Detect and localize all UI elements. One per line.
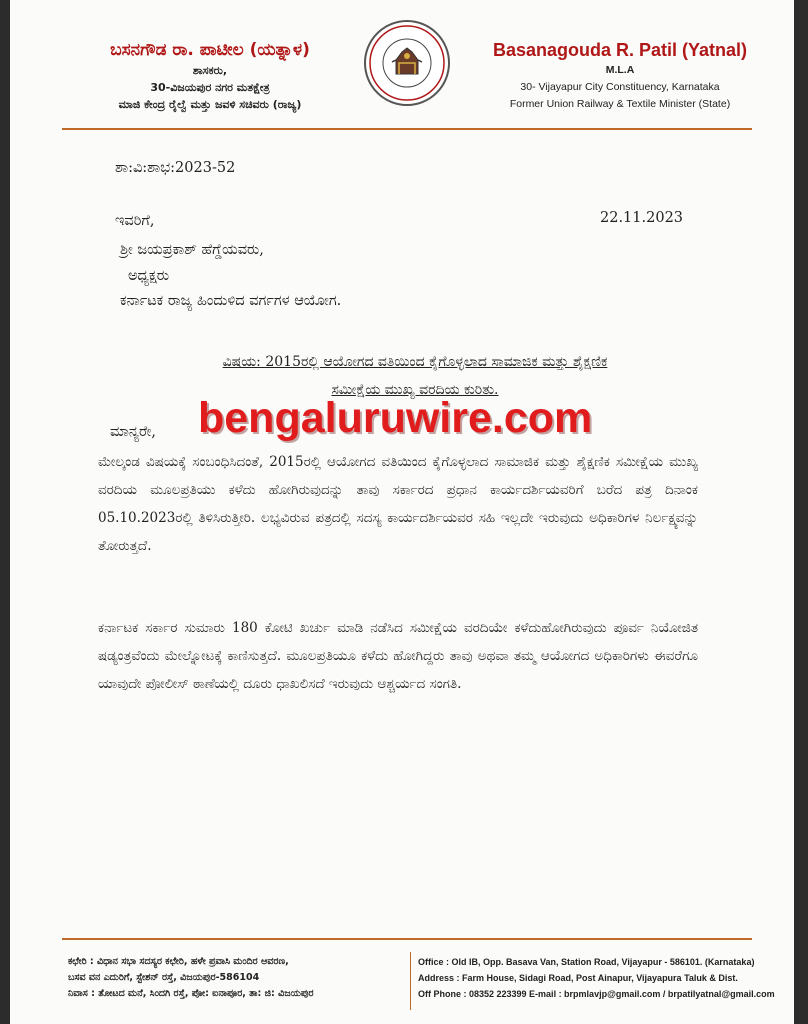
letterhead-former-post-kannada: ಮಾಜಿ ಕೇಂದ್ರ ರೈಲ್ವೆ ಮತ್ತು ಜವಳಿ ಸಚಿವರು (ರಾಜ್ಯ) (118, 98, 302, 111)
footer-residence-kannada: ನಿವಾಸ : ತೋಟದ ಮನೆ, ಸಿಂದಗಿ ರಸ್ತೆ, ಪೋ: ಐನಾಪೂರ, ತಾ: ಜಿ: ವಿಜಯಪುರ (68, 988, 314, 999)
body-paragraph-1: ಮೇಲ್ಕಂಡ ವಿಷಯಕ್ಕೆ ಸಂಬಂಧಿಸಿದಂತೆ, 2015ರಲ್ಲಿ ಆಯೋಗದ ವತಿಯಿಂದ ಕೈಗೊಳ್ಳಲಾದ ಸಾಮಾಜಿಕ ಮತ್ತು ಶೈಕ್ಷಣಿಕ ಸಮೀಕ್ಷೆಯ ಮುಖ್ಯ ವರದಿಯ ಮೂಲಪ್ರತಿಯು ಕಳೆದು ಹೋಗಿರುವುದನ್ನು ತಾವು ಸರ್ಕಾರದ ಪ್ರಧಾನ ಕಾರ್ಯದರ್ಶಿಯವರಿಗೆ ಬರೆದ ಪತ್ರ ದಿನಾಂಕ 05.10.2023ರಲ್ಲಿ ತಿಳಿಸಿರುತ್ತೀರಿ. ಲಭ್ಯವಿರುವ ಪತ್ರದಲ್ಲಿ ಸದಸ್ಯ ಕಾರ್ಯದರ್ಶಿಯವರ ಸಹಿ ಇಲ್ಲದೇ ಇರುವುದು ಅಧಿಕಾರಿಗಳ ನಿರ್ಲಕ್ಷ್ಯವನ್ನು ತೋರುತ್ತದೆ. (98, 454, 698, 554)
letterhead-constituency-kannada: 30-ವಿಜಯಪುರ ನಗರ ಮತಕ್ಷೇತ್ರ (150, 81, 270, 94)
letterhead-former-post-english: Former Union Railway & Textile Minister (State) (509, 98, 731, 110)
letter-page (10, 0, 794, 1024)
right-frame-border (794, 0, 808, 1024)
header-divider (62, 128, 752, 130)
recipient-name: ಶ್ರೀ ಜಯಪ್ರಕಾಶ್ ಹೆಗ್ಡೆಯವರು, (120, 242, 264, 258)
recipient-to: ಇವರಿಗೆ, (115, 213, 155, 229)
footer-divider (62, 938, 752, 940)
footer-english (418, 954, 778, 1002)
footer-office-kannada: ಕಛೇರಿ : ವಿಧಾನ ಸಭಾ ಸದಸ್ಯರ ಕಛೇರಿ, ಹಳೇ ಪ್ರವಾಸಿ ಮಂದಿರ ಆವರಣ, (68, 956, 289, 967)
body-paragraph-2: ಕರ್ನಾಟಕ ಸರ್ಕಾರ ಸುಮಾರು 180 ಕೋಟಿ ಖರ್ಚು ಮಾಡಿ ನಡೆಸಿದ ಸಮೀಕ್ಷೆಯ ವರದಿಯೇ ಕಳೆದುಹೋಗಿರುವುದು ಪೂರ್ವ ನಿಯೋಜಿತ ಷಡ್ಯಂತ್ರವೆಂದು ಮೇಲ್ನೋಟಕ್ಕೆ ಕಾಣಿಸುತ್ತದೆ. ಮೂಲಪ್ರತಿಯೂ ಕಳೆದು ಹೋಗಿದ್ದರು ತಾವು ಅಥವಾ ತಮ್ಮ ಆಯೋಗದ ಅಧಿಕಾರಿಗಳು ಈವರೆಗೂ ಯಾವುದೇ ಪೋಲೀಸ್ ಠಾಣೆಯಲ್ಲಿ ದೂರು ಧಾಖಲಿಸದೆ ಇರುವುದು ಆಶ್ಚರ್ಯದ ಸಂಗತಿ. (98, 620, 698, 692)
footer-office-address-kannada: ಬಸವ ವನ ಎದುರಿಗೆ, ಸ್ಟೇಶನ್ ರಸ್ತೆ, ವಿಜಯಪುರ-586104 (68, 972, 260, 983)
letter-date: 22.11.2023 (600, 210, 684, 226)
letterhead-designation-kannada: ಶಾಸಕರು, (192, 64, 228, 77)
watermark-text: bengaluruwire.com (198, 394, 593, 442)
subject-line-1: ವಿಷಯ: 2015ರಲ್ಲಿ ಆಯೋಗದ ವತಿಯಿಂದ ಕೈಗೊಳ್ಳಲಾದ ಸಾಮಾಜಿಕ ಮತ್ತು ಶೈಕ್ಷಣಿಕ (222, 354, 608, 370)
footer-kannada (68, 954, 408, 1002)
letterhead-name-kannada: ಬಸನಗೌಡ ರಾ. ಪಾಟೀಲ (ಯತ್ನಾಳ) (110, 40, 310, 60)
footer-column-divider (410, 952, 411, 1010)
footer-address-english: Address : Farm House, Sidagi Road, Post Ainapur, Vijayapura Taluk & Dist. (418, 973, 738, 983)
letterhead-name-english: Basanagouda R. Patil (Yatnal) (492, 40, 748, 60)
salutation: ಮಾನ್ಯರೇ, (110, 424, 157, 440)
footer-office-english: Office : Old IB, Opp. Basava Van, Station Road, Vijayapur - 586101. (Karnataka) (418, 957, 755, 967)
footer-contact-english: Off Phone : 08352 223399 E-mail : brpmlavjp@gmail.com / brpatilyatnal@gmail.com (418, 989, 775, 999)
assembly-seal-icon (364, 20, 450, 106)
letterhead-english (490, 38, 750, 113)
letterhead-constituency-english: 30- Vijayapur City Constituency, Karnataka (520, 81, 720, 93)
left-frame-border (0, 0, 10, 1024)
letterhead-kannada (50, 38, 370, 113)
letterhead-designation-english: M.L.A (605, 64, 635, 76)
recipient-designation: ಅಧ್ಯಕ್ಷರು (128, 268, 170, 284)
subject-line-2: ಸಮೀಕ್ಷೆಯ ಮುಖ್ಯ ವರದಿಯ ಕುರಿತು. (331, 382, 499, 398)
recipient-organization: ಕರ್ನಾಟಕ ರಾಜ್ಯ ಹಿಂದುಳಿದ ವರ್ಗಗಳ ಆಯೋಗ. (120, 293, 342, 309)
reference-number: ಶಾ:ವಿ:ಶಾಭ:2023-52 (115, 160, 236, 176)
